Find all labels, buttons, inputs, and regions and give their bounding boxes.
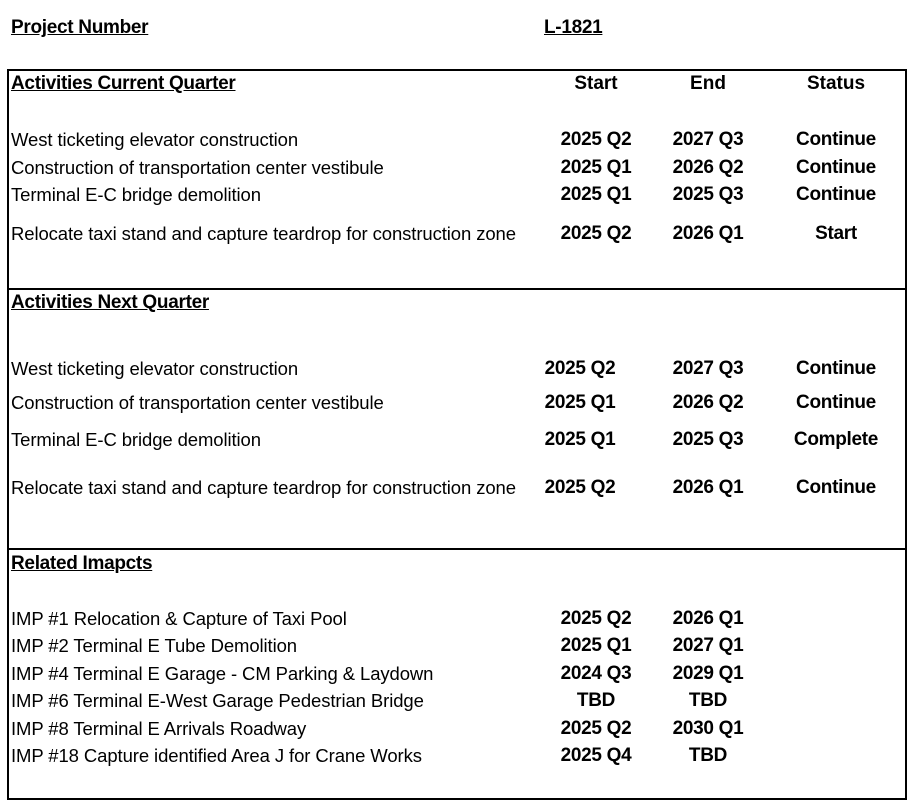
current-status: Continue	[796, 184, 876, 205]
impact-start: 2025 Q2	[560, 608, 632, 629]
next-activity: Terminal E-C bridge demolition	[11, 429, 261, 450]
next-status: Continue	[796, 358, 876, 379]
impact-name: IMP #6 Terminal E-West Garage Pedestrian Bridge	[11, 690, 424, 711]
current-quarter-title: Activities Current Quarter	[11, 73, 236, 94]
next-status: Continue	[796, 477, 876, 498]
column-header-end: End	[690, 73, 726, 94]
impact-end: 2026 Q1	[672, 608, 744, 629]
next-start: 2025 Q1	[544, 392, 616, 413]
next-activity: Construction of transportation center vestibule	[11, 392, 384, 413]
current-status: Continue	[796, 129, 876, 150]
impact-end: 2027 Q1	[672, 635, 744, 656]
next-end: 2026 Q1	[672, 477, 744, 498]
impact-start: 2024 Q3	[560, 663, 632, 684]
column-header-status: Status	[806, 73, 866, 94]
current-status: Continue	[796, 157, 876, 178]
current-quarter-section	[7, 69, 907, 290]
impact-end: TBD	[688, 745, 728, 766]
impact-name: IMP #2 Terminal E Tube Demolition	[11, 635, 297, 656]
next-start: 2025 Q1	[544, 429, 616, 450]
next-status: Continue	[796, 392, 876, 413]
next-start: 2025 Q2	[544, 477, 616, 498]
current-activity: Terminal E-C bridge demolition	[11, 184, 261, 205]
current-status: Start	[815, 223, 857, 244]
impact-end: 2030 Q1	[672, 718, 744, 739]
current-activity: Construction of transportation center vestibule	[11, 157, 384, 178]
project-number-label: Project Number	[11, 17, 149, 38]
current-start: 2025 Q2	[560, 223, 632, 244]
next-status: Complete	[793, 429, 879, 450]
current-end: 2026 Q1	[672, 223, 744, 244]
current-activity: West ticketing elevator construction	[11, 129, 299, 150]
current-start: 2025 Q2	[560, 129, 632, 150]
current-end: 2025 Q3	[672, 184, 744, 205]
impact-name: IMP #18 Capture identified Area J for Crane Works	[11, 745, 422, 766]
impact-name: IMP #4 Terminal E Garage - CM Parking & Laydown	[11, 663, 434, 684]
impact-start: 2025 Q1	[560, 635, 632, 656]
impact-start: TBD	[576, 690, 616, 711]
impact-end: 2029 Q1	[672, 663, 744, 684]
next-quarter-title: Activities Next Quarter	[11, 292, 209, 313]
project-number-value: L-1821	[544, 17, 603, 38]
current-end: 2027 Q3	[672, 129, 744, 150]
impact-name: IMP #8 Terminal E Arrivals Roadway	[11, 718, 307, 739]
related-impacts-title: Related Imapcts	[11, 553, 153, 574]
current-start: 2025 Q1	[560, 184, 632, 205]
current-end: 2026 Q2	[672, 157, 744, 178]
column-header-start: Start	[574, 73, 618, 94]
current-start: 2025 Q1	[560, 157, 632, 178]
impact-name: IMP #1 Relocation & Capture of Taxi Pool	[11, 608, 347, 629]
next-activity: West ticketing elevator construction	[11, 358, 299, 379]
next-end: 2027 Q3	[672, 358, 744, 379]
next-end: 2025 Q3	[672, 429, 744, 450]
impact-start: 2025 Q4	[560, 745, 632, 766]
next-activity: Relocate taxi stand and capture teardrop for construction zone	[11, 477, 516, 498]
current-activity: Relocate taxi stand and capture teardrop for construction zone	[11, 223, 516, 244]
next-quarter-section	[7, 288, 907, 550]
impact-end: TBD	[688, 690, 728, 711]
impact-start: 2025 Q2	[560, 718, 632, 739]
next-end: 2026 Q2	[672, 392, 744, 413]
next-start: 2025 Q2	[544, 358, 616, 379]
